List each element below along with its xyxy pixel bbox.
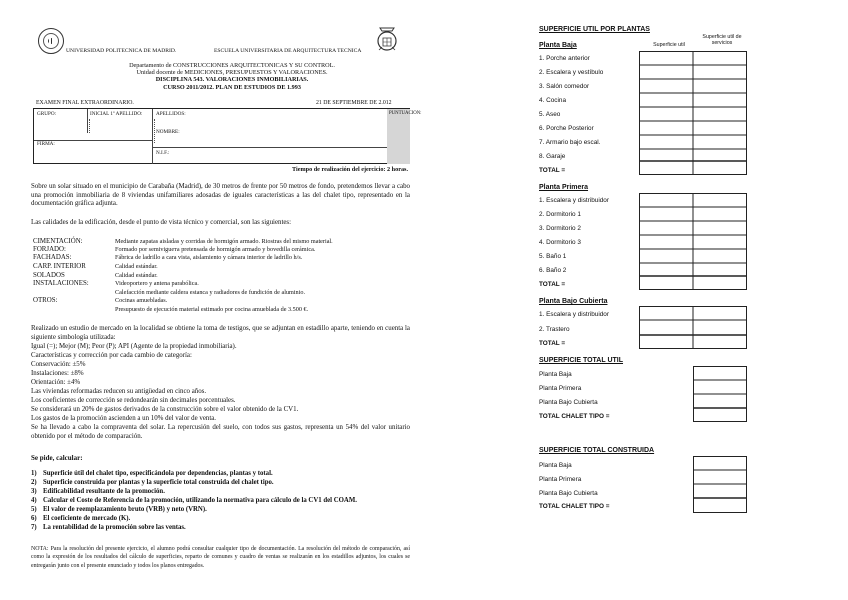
grupo-label: GRUPO: xyxy=(37,111,57,117)
pp-row: 3. Dormitorio 2 xyxy=(539,225,581,232)
firma-label: FIRMA: xyxy=(37,141,55,147)
inicial-label: INICIAL 1º APELLIDO: xyxy=(90,111,143,117)
pbc-row: 1. Escalera y distribuidor xyxy=(539,311,609,318)
market-line: Igual (=); Mejor (M); Peor (P); API (Agente de la propiedad inmobiliaria). xyxy=(31,343,237,350)
planta-baja-title: Planta Baja xyxy=(539,42,577,49)
student-data-box xyxy=(33,108,422,164)
pb-row: 5. Aseo xyxy=(539,111,561,118)
school-crest-icon xyxy=(374,24,400,54)
planta-primera-title: Planta Primera xyxy=(539,184,589,191)
pb-row: 8. Garaje xyxy=(539,153,566,160)
col-sup-serv: Superficie util de servicios xyxy=(702,34,742,46)
pb-total: TOTAL = xyxy=(539,167,566,174)
question-item: 3) Edificabilidad resultante de la promoción. xyxy=(31,488,165,495)
market-line: Conservación: ±5% xyxy=(31,361,86,368)
surface-worksheet-page xyxy=(424,0,848,600)
pp-row: 6. Baño 2 xyxy=(539,267,567,274)
pp-row: 1. Escalera y distribuidor xyxy=(539,197,609,204)
question-item: 2) Superficie construida por plantas y la superficie total construida del chalet tipo. xyxy=(31,479,274,486)
exam-statement-page: UNIVERSIDAD POLITECNICA DE MADRID. ESCUELA UNIVERSITARIA DE ARQUITECTURA TECNICA Departamento de CONSTRUCCIONES ARQUITECTONICAS Y SU CONTROL. Unidad docente de MEDICIONES, PRESUPUESTOS Y VALORACIONES. DISCIPLINA 543. VALORACIONES INMOBILIARIAS. CURSO 2011/2012. PLAN DE ESTUDIOS DE 1.993 EXAMEN FINAL EXTRAORDINARIO. 21 DE SEPTIEMBRE DE 2.012 GRUPO: INICIAL 1º APELLIDO: APELLIDOS: NOMBRE: FIRMA: N.I.F.: PUNTUACION: Tiempo de realización del ejercicio: 2 horas. Sobre un solar situado en el municipio de Carabaña (Madrid), de 30 metros de frente por 50 metros de fondo, pretendemos llevar a cabo una promoción inmobiliaria de 8 viviendas unifamiliares adosadas de iguales características a las del chalet tipo, representado en la documentación gráfica adjunta. Las calidades de la edificación, desde el punto de vista técnico y comercial, son las siguientes: CIMENTACIÓN: Mediante zapatas aisladas y corridas de hormigón armado. Riostras del mismo material. FORJADO: Formado por semiviguета pretensada de hormigón armado y bovedilla cerámica. FACHADAS: Fábrica de ladrillo a cara vista, aislamiento y cámara interior de ladrillo h/s. CARP. INTERIOR Calidad estándar. SOLADOS Calidad estándar. INSTALACIONES: Videoportero y antena parabólica. Calefacción mediante caldera estanca y radiadores de fundición de aluminio. OTROS: Cocinas amuebladas. Presupuesto de ejecución material estimado por cocina amueblada de 3.500 €. Realizado un estudio de mercado en la localidad se obtiene la toma de testigos, que se adjuntan en estadillo aparte, teniendo en cuenta la siguiente simbología utilizada: Igual (=); Mejor (M); Peor (P); API (Agente de la propiedad inmobiliaria). Características y corrección por cada cambio de categoría: Conservación: ±5% Instalaciones: ±8% Orientación: ±4% Las viviendas reformadas reducen su antigüedad en cinco años. Los coeficientes de corrección se redondearán sin decimales porcentuales. Se considerará un 20% de gastos derivados de la construcción sobre el valor obtenido de la CV1. Los gastos de la promoción ascienden a un 10% del valor de venta. Se ha llevado a cabo la compraventa del solar. La repercusión del suelo, con todos sus gastos, representa un 54% del valor unitario obtenido por el método de comparación. Se pide, calcular: 1) Superficie útil del chalet tipo, especificándola por dependencias, plantas y total. 2) Superficie construida por plantas y la superficie total construida del chalet tipo. 3) Edificabilidad resultante de la promoción. 4) Calcular el Coste de Referencia de la promoción, utilizando la normativa para cálculo de la CV1 del COAM. 5) El valor de reemplazamiento bruto (VRB) y neto (VRN). 6) El coeficiente de mercado (K). 7) La rentabilidad de la promoción sobre las ventas. NOTA: Para la resolución del presente ejercicio, el alumno podrá consultar cualquier tipo de documentación. La resolución del método de comparación, así como la expresión de los resultados del cálculo de superficies, reparto de comunes y cuadro de ventas se realizarán en los estadillos adjuntos, los cuales se entregarán junto con el presente enunciado y todos los planos entregados. xyxy=(0,0,424,600)
department-block xyxy=(82,62,382,91)
question-item: 4) Calcular el Coste de Referencia de la promoción, utilizando la normativa para cálculo de la CV1 del COAM. xyxy=(31,497,357,504)
planta-baja-grid xyxy=(639,51,747,176)
nota-paragraph: NOTA: Para la resolución del presente ejercicio, el alumno podrá consultar cualquier tipo de documentación. La resolución del método de comparación, así como la expresión de los resultados del cálculo de superficies, reparto de comunes y cuadro de ventas se realizarán en los estadillos adjuntos, los cuales se entregarán junto con el presente enunciado y todos los planos entregados. xyxy=(31,546,410,569)
sup-util-title: SUPERFICIE UTIL POR PLANTAS xyxy=(539,26,650,33)
tu-row: Planta Bajo Cubierta xyxy=(539,399,598,406)
course-line-2: CURSO 2011/2012. PLAN DE ESTUDIOS DE 1.993 xyxy=(163,83,301,91)
school-name: ESCUELA UNIVERSITARIA DE ARQUITECTURA TECNICA xyxy=(214,48,362,54)
market-line: Los gastos de la promoción ascienden a un 10% del valor de venta. xyxy=(31,415,217,422)
pb-row: 2. Escalera y vestíbulo xyxy=(539,69,604,76)
university-name: UNIVERSIDAD POLITECNICA DE MADRID. xyxy=(66,48,177,54)
pide-title: Se pide, calcular: xyxy=(31,454,83,462)
pbc-total: TOTAL = xyxy=(539,340,566,347)
market-line: Características y corrección por cada cambio de categoría: xyxy=(31,352,192,359)
market-line: Instalaciones: ±8% xyxy=(31,370,84,377)
tc-row: Planta Baja xyxy=(539,462,572,469)
qualities-intro: Las calidades de la edificación, desde el punto de vista técnico y comercial, son las siguientes: xyxy=(31,219,292,226)
question-item: 7) La rentabilidad de la promoción sobre las ventas. xyxy=(31,524,186,531)
pp-row: 2. Dormitorio 1 xyxy=(539,211,581,218)
pp-row: 5. Baño 1 xyxy=(539,253,567,260)
dept-line-1: Departamento de CONSTRUCCIONES ARQUITECTONICAS Y SU CONTROL. xyxy=(129,62,335,69)
market-line: Se considerará un 20% de gastos derivados de la construcción sobre el valor obtenido de la CV1. xyxy=(31,406,299,413)
tc-row: Planta Primera xyxy=(539,476,582,483)
pbc-row: 2. Trastero xyxy=(539,326,570,333)
solar-paragraph: Se ha llevado a cabo la compraventa del solar. La repercusión del suelo, con todos sus gastos, representa un 54% del valor unitario obtenido por el método de comparación. xyxy=(31,424,410,440)
question-item: 1) Superficie útil del chalet tipo, especificándola por dependencias, plantas y total. xyxy=(31,470,273,477)
question-item: 5) El valor de reemplazamiento bruto (VRB) y neto (VRN). xyxy=(31,506,207,513)
apellidos-label: APELLIDOS: xyxy=(156,111,186,117)
puntuacion-label: PUNTUACION: xyxy=(389,111,422,116)
market-line: Orientación: ±4% xyxy=(31,379,81,386)
total-construida-title: SUPERFICIE TOTAL CONSTRUIDA xyxy=(539,447,655,454)
puntuacion-box xyxy=(387,109,422,164)
exam-title: EXAMEN FINAL EXTRAORDINARIO. xyxy=(36,100,134,106)
pb-row: 7. Armario bajo escal. xyxy=(539,139,601,146)
tu-row: Planta Baja xyxy=(539,371,572,378)
market-line: Los coeficientes de corrección se redondearán sin decimales porcentuales. xyxy=(31,397,236,404)
upm-seal-icon xyxy=(38,28,64,54)
course-line-1: DISCIPLINA 543. VALORACIONES INMOBILIARIAS. xyxy=(155,76,309,84)
pb-row: 1. Porche anterior xyxy=(539,55,590,62)
tu-total: TOTAL CHALET TIPO = xyxy=(539,413,610,420)
nif-label: N.I.F.: xyxy=(156,150,170,156)
total-construida-grid xyxy=(639,456,747,514)
tc-total: TOTAL CHALET TIPO = xyxy=(539,503,610,510)
col-sup-util: Superficie util xyxy=(653,42,685,48)
time-note: Tiempo de realización del ejercicio: 2 horas. xyxy=(292,166,408,173)
pb-row: 3. Salón comedor xyxy=(539,83,590,90)
pb-row: 4. Cocina xyxy=(539,97,566,104)
tc-row: Planta Bajo Cubierta xyxy=(539,490,598,497)
intro-paragraph: Sobre un solar situado en el municipio de Carabaña (Madrid), de 30 metros de frente por 50 metros de fondo, pretendemos llevar a cabo una promoción inmobiliaria de 8 viviendas unifamiliares adosadas de iguales características a las del chalet tipo, representado en la documentación gráfica adjunta. xyxy=(31,183,410,208)
nombre-label: NOMBRE: xyxy=(156,129,180,135)
question-item: 6) El coeficiente de mercado (K). xyxy=(31,515,131,522)
exam-date: 21 DE SEPTIEMBRE DE 2.012 xyxy=(316,100,392,106)
market-line: Las viviendas reformadas reducen su antigüedad en cinco años. xyxy=(31,388,207,395)
planta-bajo-cubierta-title: Planta Bajo Cubierta xyxy=(539,298,608,305)
market-paragraph: Realizado un estudio de mercado en la localidad se obtiene la toma de testigos, que se adjuntan en estadillo aparte, teniendo en cuenta la siguiente simbología utilizada: xyxy=(31,325,410,341)
pp-total: TOTAL = xyxy=(539,281,566,288)
tu-row: Planta Primera xyxy=(539,385,582,392)
total-util-title: SUPERFICIE TOTAL UTIL xyxy=(539,357,624,364)
dept-line-2: Unidad docente de MEDICIONES, PRESUPUESTOS Y VALORACIONES. xyxy=(136,69,328,77)
pb-row: 6. Porche Posterior xyxy=(539,125,594,132)
planta-bajo-cubierta-grid xyxy=(639,306,747,350)
total-util-grid xyxy=(639,366,747,423)
planta-primera-grid xyxy=(639,193,747,291)
pp-row: 4. Dormitorio 3 xyxy=(539,239,581,246)
